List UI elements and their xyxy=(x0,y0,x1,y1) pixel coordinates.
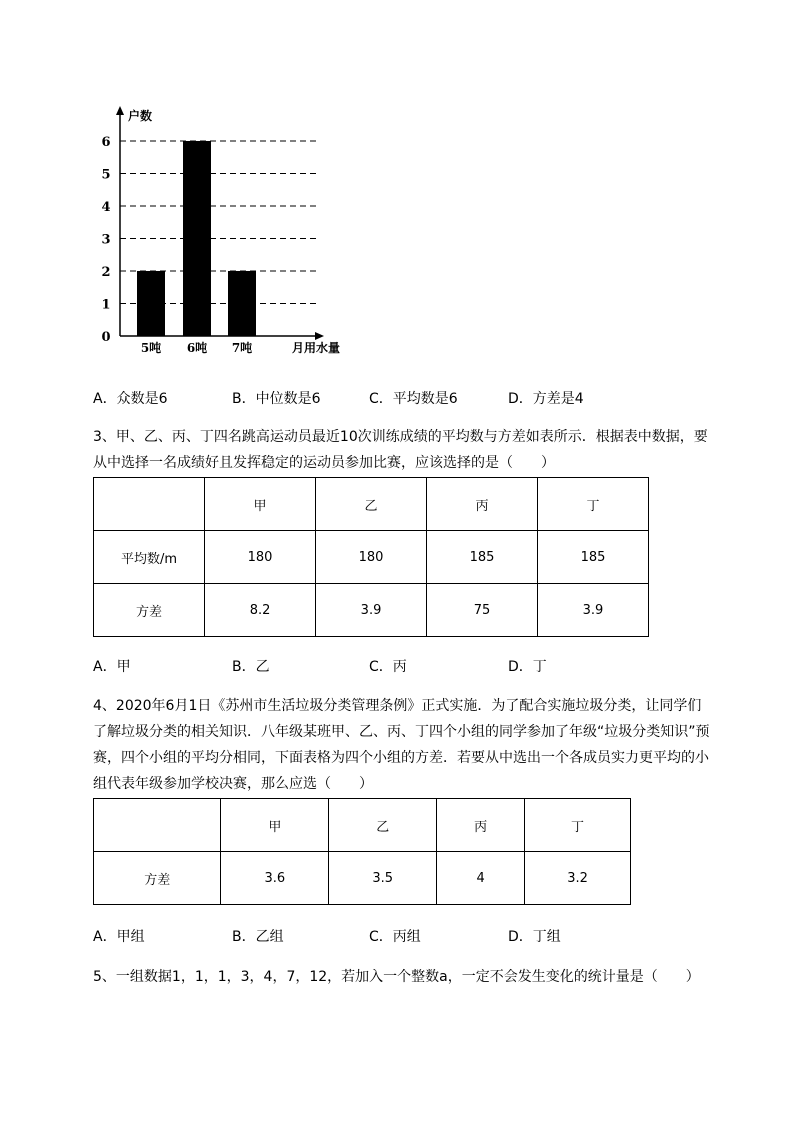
q2-option-c[interactable]: C．平均数是6 xyxy=(369,391,458,407)
x-axis-label: 月用水量 xyxy=(292,341,341,355)
q4-option-a[interactable]: A．甲组 xyxy=(93,929,145,945)
y-tick-label: 3 xyxy=(101,232,111,248)
y-tick-label: 5 xyxy=(101,167,111,183)
table-header-row xyxy=(94,799,631,852)
bar xyxy=(183,141,211,336)
q2-options xyxy=(93,388,713,408)
q4-options xyxy=(93,926,713,946)
water-usage-bar-chart xyxy=(96,100,366,360)
table-cell: 75 xyxy=(427,584,538,637)
table-cell: 丁 xyxy=(525,799,631,852)
q4-table xyxy=(93,798,631,905)
table-row xyxy=(94,584,649,637)
table-cell: 3.9 xyxy=(538,584,649,637)
y-tick-label: 4 xyxy=(101,200,111,215)
y-tick-label: 6 xyxy=(101,135,111,150)
table-row xyxy=(94,852,631,905)
q3-options xyxy=(93,656,713,676)
table-cell: 3.2 xyxy=(525,852,631,905)
bar xyxy=(137,271,165,336)
q3-table xyxy=(93,477,649,637)
table-cell: 3.9 xyxy=(316,584,427,637)
x-tick-labels xyxy=(141,340,252,355)
x-tick-label: 7吨 xyxy=(231,341,253,355)
q3-text: 3、甲、乙、丙、丁四名跳高运动员最近10次训练成绩的平均数与方差如表所示．根据表中数据，要从中选择一名成绩好且发挥稳定的运动员参加比赛，应该选择的是（ ） xyxy=(93,429,708,471)
q3-option-c[interactable]: C．丙 xyxy=(369,659,407,675)
q4-option-b[interactable]: B．乙组 xyxy=(232,929,284,945)
table-cell: 丙 xyxy=(437,799,525,852)
table-cell: 185 xyxy=(538,531,649,584)
table-cell: 185 xyxy=(427,531,538,584)
table-cell: 丁 xyxy=(538,478,649,531)
y-axis-arrow xyxy=(116,106,124,115)
q2-option-b[interactable]: B．中位数是6 xyxy=(232,391,321,407)
y-tick-labels xyxy=(101,135,110,345)
table-cell: 乙 xyxy=(316,478,427,531)
table-cell: 甲 xyxy=(205,478,316,531)
table-cell: 乙 xyxy=(329,799,437,852)
table-cell: 丙 xyxy=(427,478,538,531)
q4-option-c[interactable]: C．丙组 xyxy=(369,929,421,945)
q3-option-a[interactable]: A．甲 xyxy=(93,659,131,675)
table-cell xyxy=(94,478,205,531)
x-tick-label: 6吨 xyxy=(186,341,208,355)
table-cell: 180 xyxy=(205,531,316,584)
table-cell: 180 xyxy=(316,531,427,584)
q5-text: 5、一组数据1，1，1，3，4，7，12，若加入一个整数a，一定不会发生变化的统计量是（ ） xyxy=(93,969,700,985)
table-cell: 方差 xyxy=(94,852,221,905)
table-cell: 平均数/m xyxy=(94,531,205,584)
q2-option-a[interactable]: A．众数是6 xyxy=(93,391,168,407)
y-tick-label: 2 xyxy=(101,265,111,280)
q2-option-d[interactable]: D．方差是4 xyxy=(508,391,584,407)
table-cell: 8.2 xyxy=(205,584,316,637)
y-tick-label: 0 xyxy=(101,330,111,345)
x-tick-label: 5吨 xyxy=(140,341,162,355)
table-cell xyxy=(94,799,221,852)
table-cell: 方差 xyxy=(94,584,205,637)
y-tick-label: 1 xyxy=(101,297,111,313)
q4-text: 4、2020年6月1日《苏州市生活垃圾分类管理条例》正式实施．为了配合实施垃圾分类，让同学们了解垃圾分类的相关知识．八年级某班甲、乙、丙、丁四个小组的同学参加了年级“垃圾分类知识”预赛，四个小组的平均分相同，下面表格为四个小组的方差．若要从中选出一个各成员实力更平均的小组代表年级参加学校决赛，那么应选（ ） xyxy=(93,698,710,792)
q4-option-d[interactable]: D．丁组 xyxy=(508,929,561,945)
table-cell: 3.6 xyxy=(221,852,329,905)
q3-option-d[interactable]: D．丁 xyxy=(508,659,547,675)
q3-option-b[interactable]: B．乙 xyxy=(232,659,270,675)
table-header-row xyxy=(94,478,649,531)
table-cell: 3.5 xyxy=(329,852,437,905)
table-cell: 4 xyxy=(437,852,525,905)
table-row xyxy=(94,531,649,584)
y-axis-label: 户数 xyxy=(128,109,153,123)
table-cell: 甲 xyxy=(221,799,329,852)
x-axis-arrow xyxy=(315,332,324,340)
bar xyxy=(228,271,256,336)
